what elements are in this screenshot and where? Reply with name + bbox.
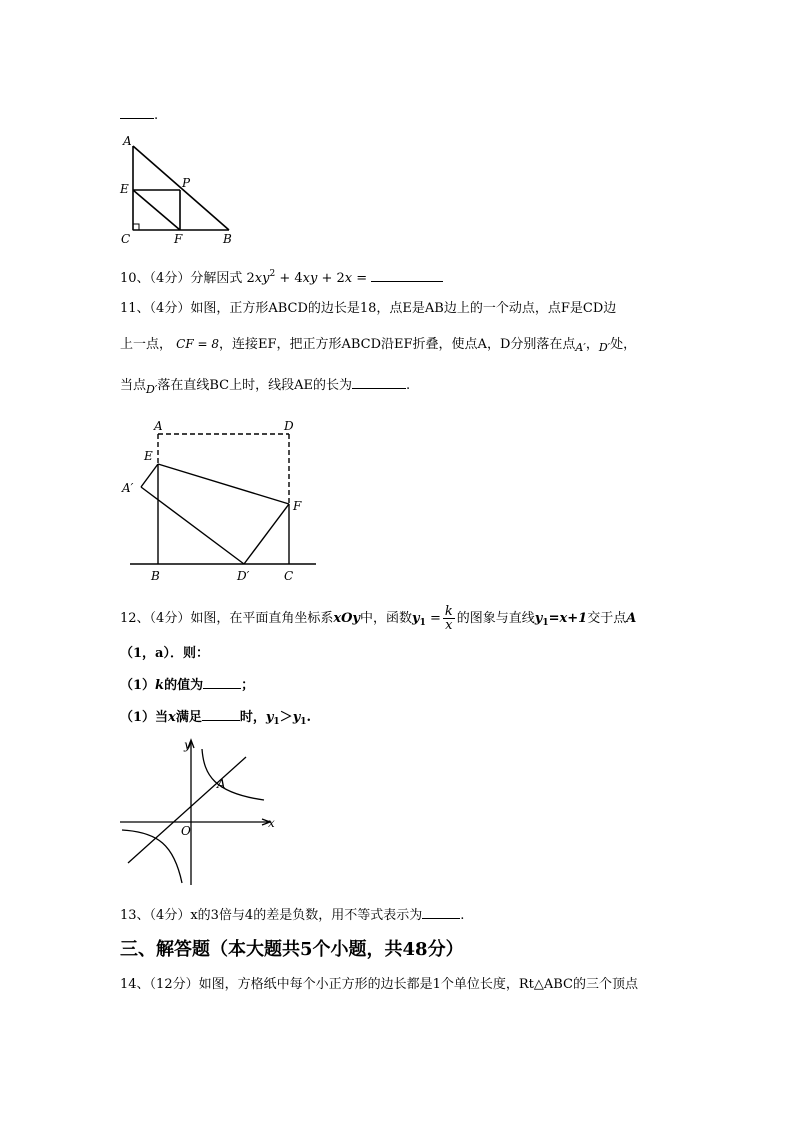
figure-folded-square bbox=[118, 412, 323, 587]
question-14: 14、（12分）如图，方格纸中每个小正方形的边长都是1个单位长度，Rt△ABC的三个顶点 bbox=[120, 977, 639, 992]
answer-blank bbox=[203, 674, 241, 689]
question-12-line2: （1，a）．则： bbox=[120, 646, 209, 661]
question-12-part1: （1）k的值为 ； bbox=[120, 674, 254, 696]
factor-expression: $2xy^2 + 4xy + 2x$ = bbox=[246, 269, 368, 286]
line-y-x-plus-1 bbox=[128, 757, 246, 863]
figure-coordinate-plane bbox=[118, 735, 283, 887]
label-a: A bbox=[123, 134, 132, 148]
label-c: C bbox=[284, 569, 294, 583]
question-11-line2: 上一点， CF = 8，连接EF，把正方形ABCD沿EF折叠，使点A，D分别落在点$_{A'}$，$_{D'}$处， bbox=[120, 337, 637, 354]
label-c: C bbox=[121, 232, 131, 246]
hyperbola-branch-q3 bbox=[122, 830, 182, 883]
question-11-line3: 当点$_{D'}$落在直线BC上时，线段AE的长为 . bbox=[120, 374, 410, 400]
section-heading: 三、解答题（本大题共5个小题，共48分） bbox=[120, 939, 464, 960]
label-e: E bbox=[144, 449, 153, 463]
label-x: x bbox=[268, 816, 275, 830]
question-11-line1: 11、（4分）如图，正方形ABCD的边长是18，点E是AB边上的一个动点，点F是CD边 bbox=[120, 301, 617, 316]
question-13: 13、（4分）x的3倍与4的差是负数，用不等式表示为 . bbox=[120, 904, 464, 926]
label-f: F bbox=[174, 232, 183, 246]
side-ab bbox=[133, 146, 229, 230]
label-p: P bbox=[182, 176, 191, 190]
answer-blank bbox=[202, 706, 240, 721]
answer-blank bbox=[352, 374, 406, 389]
label-a: A bbox=[217, 777, 226, 791]
label-d-prime: D′ bbox=[237, 569, 250, 583]
segment-d1f bbox=[244, 504, 289, 564]
question-10: 10、（4分）分解因式 $2xy^2 + 4xy + 2x$ = bbox=[120, 264, 443, 289]
segment-ea1 bbox=[141, 464, 158, 487]
label-a: A bbox=[154, 419, 163, 433]
fold-ef bbox=[158, 464, 289, 504]
answer-blank bbox=[120, 104, 154, 119]
question-12-line1: 12、（4分）如图，在平面直角坐标系xOy中，函数$y_1$ = $\frac{k}{x}$ 的图象与直线$y_1=x+1$交于点A bbox=[120, 604, 637, 633]
label-d: D bbox=[284, 419, 294, 433]
answer-blank bbox=[422, 904, 460, 919]
label-a-prime: A′ bbox=[122, 481, 134, 495]
label-e: E bbox=[120, 182, 129, 196]
label-y: y bbox=[184, 738, 191, 752]
segment-ef bbox=[133, 190, 180, 230]
segment-a1d1 bbox=[141, 487, 244, 564]
question-12-part2: （1）当x满足 时，$y_1>y_1$. bbox=[120, 706, 311, 732]
fraction-k-over-x: $\frac{k}{x}$ bbox=[444, 604, 453, 633]
prev-answer-line: . bbox=[120, 104, 158, 126]
hyperbola-branch-q1 bbox=[202, 749, 264, 800]
label-f: F bbox=[293, 499, 302, 513]
answer-blank bbox=[371, 267, 443, 282]
label-origin: O bbox=[181, 824, 191, 838]
label-b: B bbox=[223, 232, 232, 246]
right-angle-mark bbox=[133, 224, 139, 230]
figure-triangle-abc bbox=[115, 132, 245, 247]
label-b: B bbox=[151, 569, 160, 583]
